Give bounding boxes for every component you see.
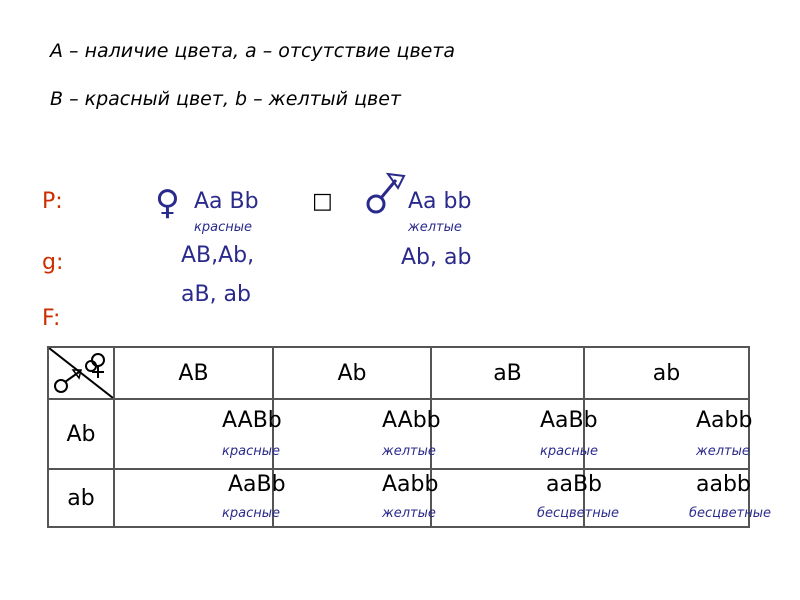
corner-sex-symbols-icon <box>49 348 113 398</box>
punnett-cell <box>114 399 282 469</box>
female-symbol-icon: ♀ <box>155 183 180 223</box>
male-genotype <box>408 189 471 214</box>
col-header-AB: AB <box>114 347 273 399</box>
col-header-Ab: Ab <box>273 347 431 399</box>
cell-phenotype: желтые <box>696 444 750 459</box>
punnett-cell <box>273 469 439 527</box>
punnett-header-row <box>48 347 749 399</box>
male-genotype-b: bb <box>443 189 472 214</box>
col-header-ab: ab <box>584 347 749 399</box>
punnett-table <box>47 346 772 528</box>
legend-line-2: В – красный цвет, b – желтый цвет <box>50 88 401 110</box>
female-gametes-line-1: AB,Ab, <box>181 243 255 268</box>
cell-genotype: aabb <box>696 472 751 497</box>
cell-phenotype: желтые <box>382 506 436 521</box>
cell-phenotype: красные <box>540 444 598 459</box>
punnett-cell <box>431 399 598 469</box>
cell-genotype: Aabb <box>382 472 439 497</box>
cell-phenotype: бесцветные <box>537 506 620 521</box>
label-gametes: g: <box>42 250 64 275</box>
cell-phenotype: бесцветные <box>689 506 772 521</box>
female-phenotype: красные <box>194 220 252 235</box>
female-genotype <box>194 189 259 214</box>
cell-genotype: aaBb <box>546 472 603 497</box>
label-parents: P: <box>42 189 63 214</box>
row-header-ab: ab <box>48 469 114 527</box>
punnett-cell <box>584 399 753 469</box>
male-phenotype: желтые <box>408 220 462 235</box>
female-genotype-a: Aa <box>194 189 223 214</box>
cell-phenotype: красные <box>222 444 280 459</box>
cell-genotype: AaBb <box>228 472 286 497</box>
row-header-Ab: Ab <box>48 399 114 469</box>
punnett-cell <box>584 469 772 527</box>
label-offspring: F: <box>42 306 61 331</box>
female-gametes-line-2: aB, ab <box>181 282 252 307</box>
legend-line-1: А – наличие цвета, а – отсутствие цвета <box>50 40 456 62</box>
punnett-corner-cell <box>48 347 114 399</box>
punnett-cell <box>273 399 441 469</box>
punnett-row-1 <box>48 399 749 469</box>
cell-phenotype: красные <box>222 506 280 521</box>
cross-symbol-icon: □ <box>312 189 333 214</box>
female-genotype-b: Bb <box>229 189 259 214</box>
cell-genotype: AABb <box>222 408 282 433</box>
punnett-cell <box>114 469 286 527</box>
cell-genotype: AAbb <box>382 408 441 433</box>
cell-phenotype: желтые <box>382 444 436 459</box>
male-genotype-a: Aa <box>408 189 437 214</box>
male-gametes: Ab, ab <box>401 245 472 270</box>
col-header-aB: aB <box>431 347 584 399</box>
male-symbol-icon <box>362 172 412 217</box>
cell-genotype: AaBb <box>540 408 598 433</box>
punnett-cell <box>431 469 620 527</box>
punnett-row-2 <box>48 469 749 527</box>
cell-genotype: Aabb <box>696 408 753 433</box>
